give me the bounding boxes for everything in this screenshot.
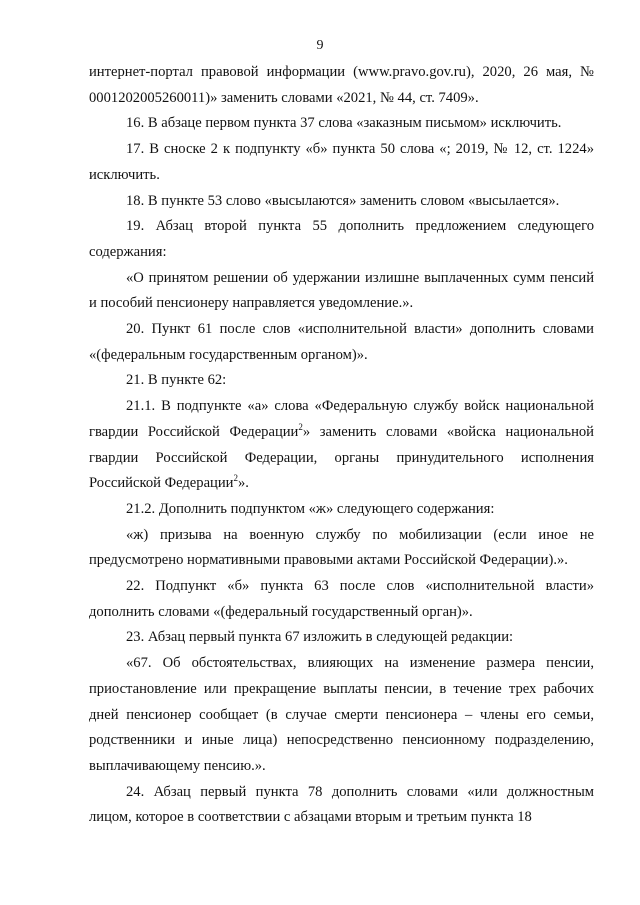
- paragraph-continuation: интернет-портал правовой информации (www.pravo.gov.ru), 2020, 26 мая, № 0001202005260011)» заменить словами «2021, № 44, ст. 7409».: [89, 64, 594, 106]
- paragraph-20: 20. Пункт 61 после слов «исполнительной власти» дополнить словами «(федеральным государственным органом)».: [89, 321, 594, 363]
- paragraph-24: 24. Абзац первый пункта 78 дополнить словами «или должностным лицом, которое в соответствии с абзацами вторым и третьим пункта 18: [89, 783, 594, 826]
- paragraph-21-1: [89, 394, 594, 497]
- page-number: 9: [316, 38, 324, 53]
- paragraph-22: 22. Подпункт «б» пункта 63 после слов «исполнительной власти» дополнить словами «(федеральный государственный орган)».: [89, 578, 594, 620]
- paragraph-21-1-part-c: ».: [238, 475, 249, 492]
- paragraph-23-quote: «67. Об обстоятельствах, влияющих на изменение размера пенсии, приостановление или прекращение выплаты пенсии, в течение трех рабочих дней пенсионер сообщает (в случае смерти пенсионера – члены его семьи, родственники и иные лица) непосредственно пенсионному подразделению, выплачивающему пенсию.».: [89, 655, 594, 774]
- paragraph-17: 17. В сноске 2 к подпункту «б» пункта 50 слова «; 2019, № 12, ст. 1224» исключить.: [89, 141, 594, 183]
- paragraph-21-1-part-b: » заменить словами «войска национальной гвардии Российской Федерации, органы принудительного исполнения Российской Федерации: [89, 423, 594, 492]
- footnote-ref: 2: [233, 473, 238, 484]
- document-body: [89, 60, 594, 831]
- footnote-ref: 2: [298, 421, 303, 432]
- paragraph-21-1-part-a: 21.1. В подпункте «а» слова «Федеральную службу войск национальной гвардии Российской Федерации: [89, 398, 594, 440]
- paragraph-21-2: 21.2. Дополнить подпунктом «ж» следующего содержания:: [126, 500, 495, 517]
- paragraph-21: 21. В пункте 62:: [126, 372, 227, 389]
- paragraph-16: 16. В абзаце первом пункта 37 слова «заказным письмом» исключить.: [126, 115, 562, 132]
- paragraph-19: 19. Абзац второй пункта 55 дополнить предложением следующего содержания:: [89, 218, 594, 260]
- paragraph-21-2-quote: «ж) призыва на военную службу по мобилизации (если иное не предусмотрено нормативными правовыми актами Российской Федерации).».: [89, 526, 594, 569]
- paragraph-19-quote: «О принятом решении об удержании излишне выплаченных сумм пенсий и пособий пенсионеру направляется уведомление.».: [89, 269, 594, 312]
- paragraph-18: 18. В пункте 53 слово «высылаются» заменить словом «высылается».: [126, 192, 560, 209]
- paragraph-23: 23. Абзац первый пункта 67 изложить в следующей редакции:: [126, 629, 514, 646]
